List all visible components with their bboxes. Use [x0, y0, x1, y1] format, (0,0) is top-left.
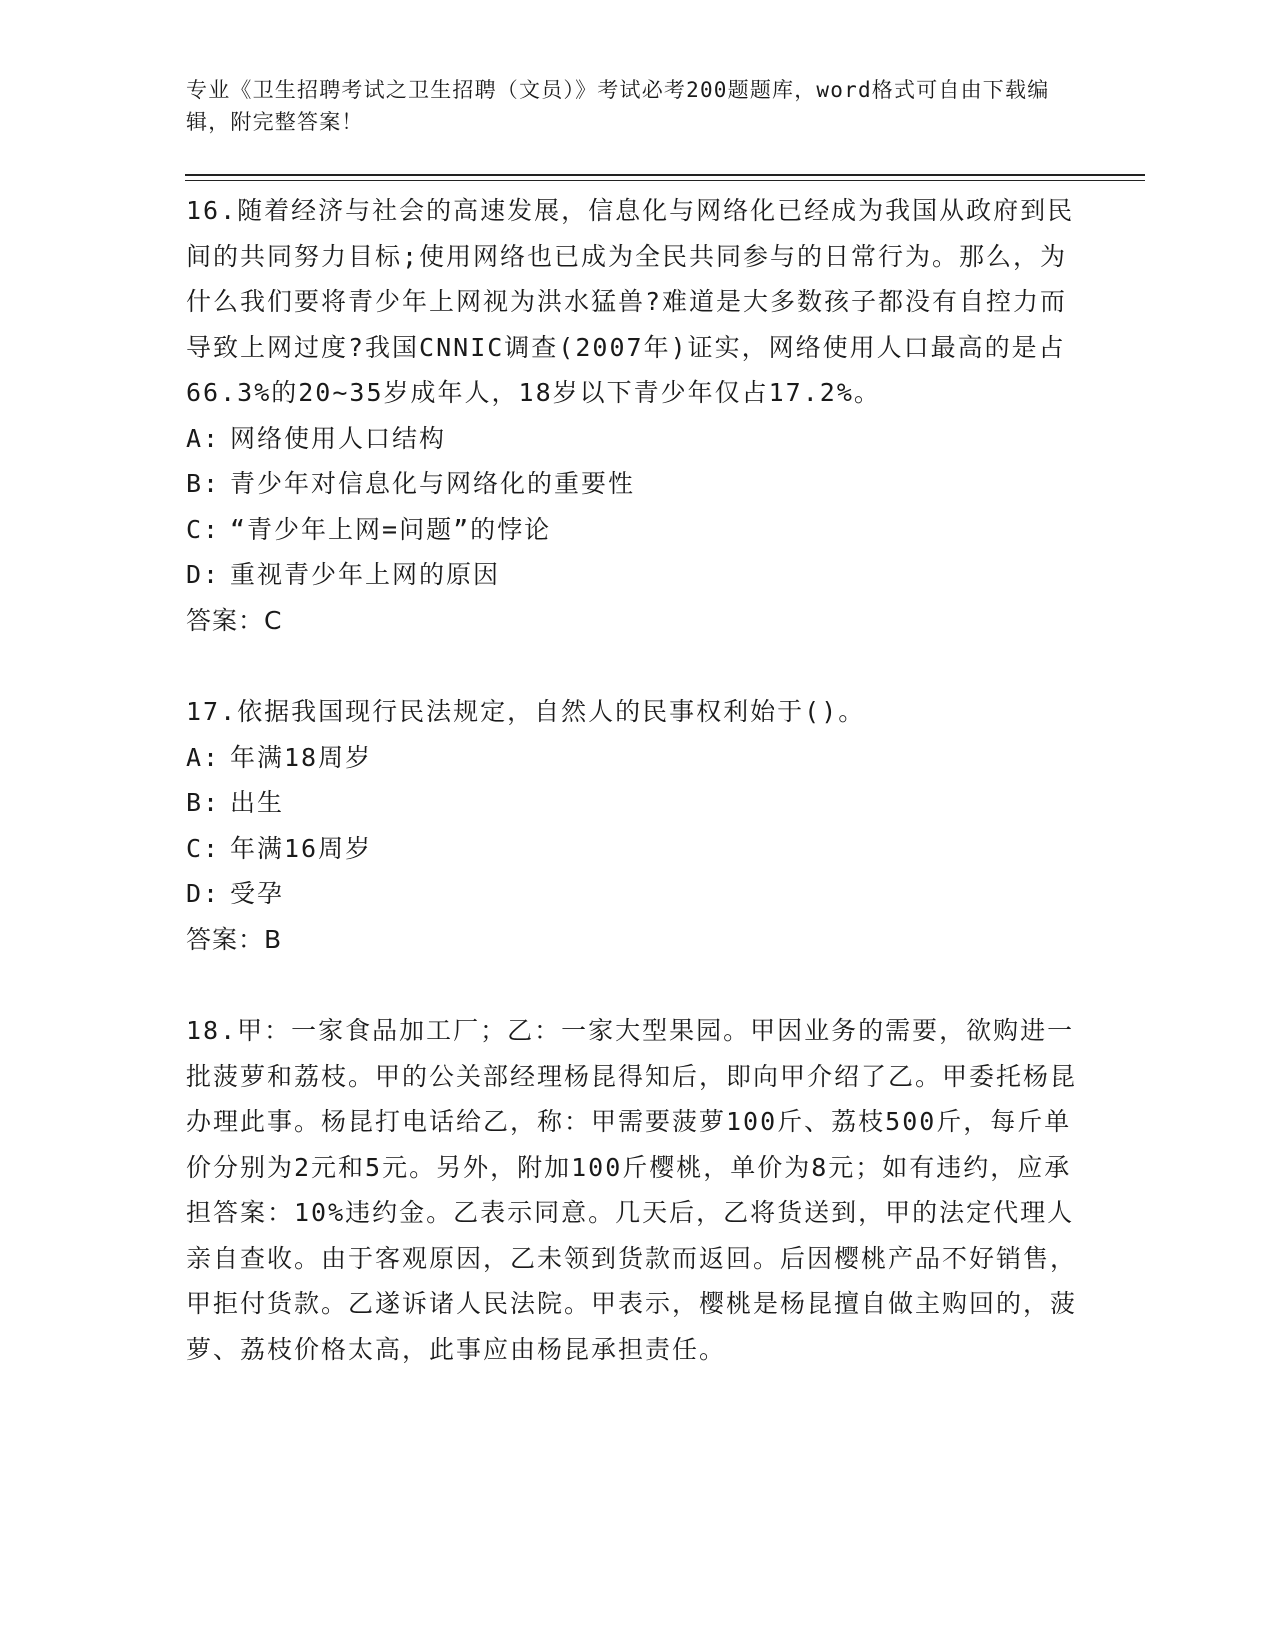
- question-list: [186, 188, 1086, 1372]
- question-spacer: [186, 643, 1086, 689]
- answer-line: 答案：B: [186, 924, 283, 954]
- option-key: B:: [186, 469, 221, 498]
- option-text: 重视青少年上网的原因: [230, 560, 501, 589]
- answer-line: 答案：C: [186, 605, 283, 635]
- document-header: 专业《卫生招聘考试之卫生招聘（文员）》考试必考200题题库，word格式可自由下载编辑，附完整答案！: [186, 78, 1050, 134]
- option-c: [186, 826, 1086, 872]
- option-text: 年满18周岁: [230, 742, 373, 772]
- question-stem: 17.依据我国现行民法规定，自然人的民事权利始于()。: [186, 697, 866, 726]
- option-text: “青少年上网=问题”的悖论: [230, 514, 552, 544]
- option-key: D:: [186, 560, 221, 589]
- option-b: [186, 780, 1086, 826]
- question-16: [186, 188, 1086, 643]
- question-17: [186, 689, 1086, 962]
- option-text: 受孕: [230, 879, 285, 908]
- header-divider-thick: [185, 174, 1145, 176]
- question-18: [186, 1008, 1086, 1372]
- option-key: C:: [186, 833, 221, 863]
- option-text: 年满16周岁: [230, 833, 373, 863]
- option-b: [186, 461, 1086, 507]
- option-a: [186, 735, 1086, 781]
- option-key: A:: [186, 742, 221, 772]
- option-text: 青少年对信息化与网络化的重要性: [230, 469, 636, 498]
- question-stem: 18.甲：一家食品加工厂；乙：一家大型果园。甲因业务的需要，欲购进一批菠萝和荔枝。甲的公关部经理杨昆得知后，即向甲介绍了乙。甲委托杨昆办理此事。杨昆打电话给乙，称：甲需要菠萝100斤、荔枝500斤，每斤单价分别为2元和5元。另外，附加100斤樱桃，单价为8元；如有违约，应承担答案：10%违约金。乙表示同意。几天后，乙将货送到，甲的法定代理人亲自查收。由于客观原因，乙未领到货款而返回。后因樱桃产品不好销售，甲拒付货款。乙遂诉诸人民法院。甲表示，樱桃是杨昆擅自做主购回的，菠萝、荔枝价格太高，此事应由杨昆承担责任。: [186, 1016, 1078, 1364]
- header-divider-thin: [185, 180, 1145, 181]
- option-key: D:: [186, 879, 221, 908]
- option-text: 网络使用人口结构: [230, 423, 447, 453]
- option-key: A:: [186, 423, 221, 453]
- option-key: C:: [186, 514, 221, 544]
- option-key: B:: [186, 788, 221, 817]
- question-stem: 16.随着经济与社会的高速发展，信息化与网络化已经成为我国从政府到民间的共同努力目标;使用网络也已成为全民共同参与的日常行为。那么，为什么我们要将青少年上网视为洪水猛兽?难道是大多数孩子都没有自控力而导致上网过度?我国CNNIC调查(2007年)证实，网络使用人口最高的是占66.3%的20~35岁成年人，18岁以下青少年仅占17.2%。: [186, 196, 1075, 407]
- option-d: [186, 552, 1086, 598]
- question-spacer: [186, 962, 1086, 1008]
- option-a: [186, 416, 1086, 462]
- option-c: [186, 507, 1086, 553]
- option-d: [186, 871, 1086, 917]
- option-text: 出生: [230, 788, 285, 817]
